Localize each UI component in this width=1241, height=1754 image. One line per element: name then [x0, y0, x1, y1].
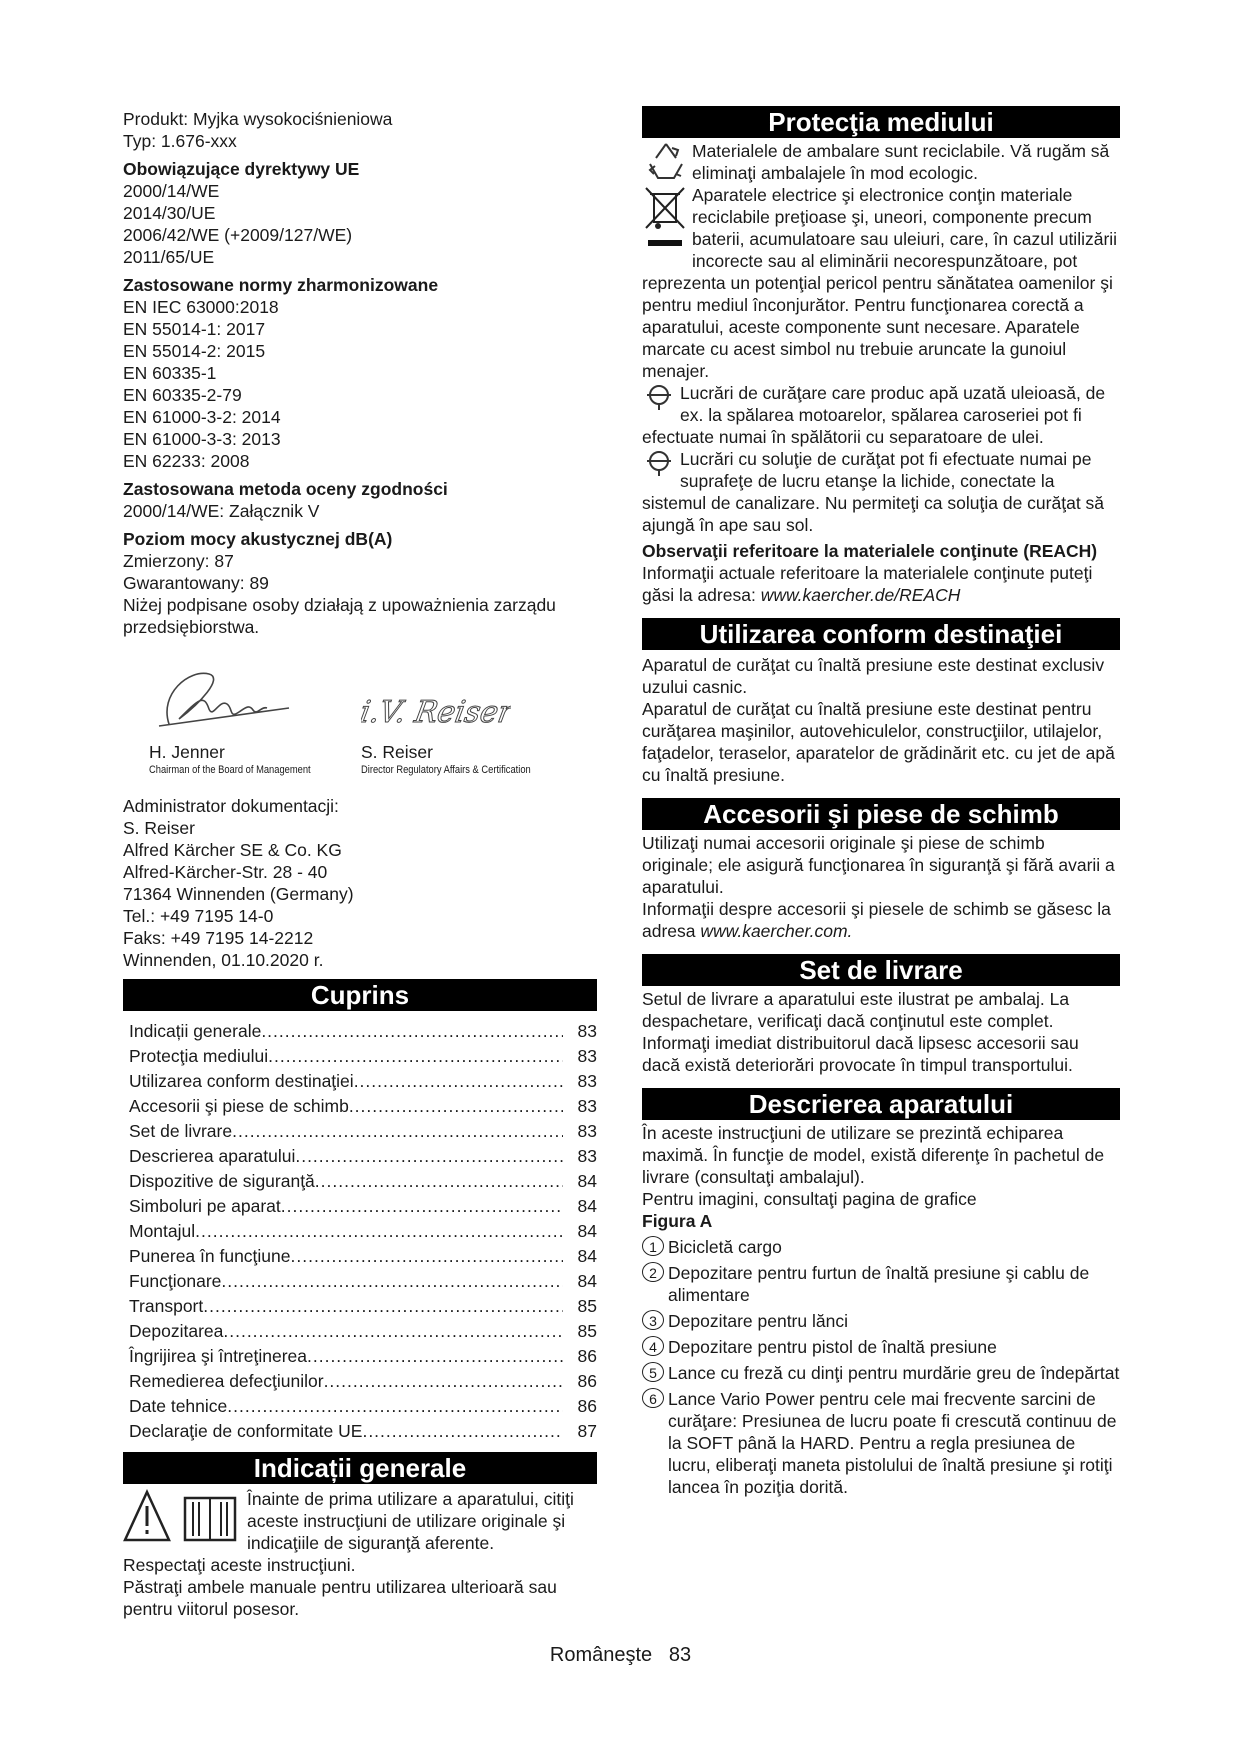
toc-entry-title: Depozitarea	[129, 1321, 224, 1341]
toc-entry	[129, 1069, 597, 1094]
toc-entry	[129, 1344, 597, 1369]
toc-entry-page: 83	[577, 1046, 597, 1066]
toc-entry-page: 83	[577, 1096, 597, 1116]
toc-dots	[221, 1269, 563, 1294]
page-footer	[0, 1644, 1241, 1666]
toc-entry-title: Îngrijirea şi întreţinerea	[129, 1346, 307, 1366]
toc-entry-page: 86	[577, 1371, 597, 1391]
admin-line: S. Reiser	[123, 818, 195, 838]
admin-block	[123, 795, 597, 971]
toc-entry-title: Descrierea aparatului	[129, 1146, 296, 1166]
desc-p2: Pentru imagini, consultaţi pagina de grafice	[642, 1189, 977, 1209]
toc-title: Cuprins	[123, 979, 597, 1011]
toc-entry-title: Declaraţie de conformitate UE	[129, 1421, 363, 1441]
toc-entry-title: Indicații generale	[129, 1021, 262, 1041]
toc-entry	[129, 1244, 597, 1269]
toc-dots	[354, 1069, 563, 1094]
signature-reiser-icon	[361, 664, 511, 736]
figure-item-text: Depozitare pentru furtun de înaltă presiune şi cablu de alimentare	[668, 1263, 1090, 1305]
signature-block-reiser	[361, 664, 597, 777]
footer-language: Româneşte	[549, 1644, 653, 1666]
toc-dots	[349, 1094, 563, 1119]
reach-paragraph	[642, 562, 1120, 606]
toc-entry-page: 87	[577, 1421, 597, 1441]
right-column	[642, 106, 1120, 1498]
directives-list	[123, 180, 597, 268]
toc-entry-page: 84	[577, 1196, 597, 1216]
toc-entry	[129, 1419, 597, 1444]
toc-entry-page: 83	[577, 1021, 597, 1041]
toc-dots	[261, 1019, 563, 1044]
toc-dots	[227, 1394, 563, 1419]
toc-dots	[195, 1219, 563, 1244]
figure-item-number: 1	[642, 1236, 664, 1256]
drain-icon	[642, 448, 676, 478]
toc-dots	[281, 1194, 563, 1219]
toc-entry-title: Protecţia mediului	[129, 1046, 269, 1066]
toc-entry	[129, 1169, 597, 1194]
toc-entry	[129, 1194, 597, 1219]
admin-line: Administrator dokumentacji:	[123, 796, 339, 816]
toc-entry-page: 86	[577, 1346, 597, 1366]
acc-url: www.kaercher.com.	[700, 921, 853, 941]
toc-entry	[129, 1219, 597, 1244]
admin-line: Tel.: +49 7195 14-0	[123, 906, 274, 926]
toc-entry	[129, 1294, 597, 1319]
toc-entry-title: Remedierea defecţiunilor	[129, 1371, 324, 1391]
reach-text: Informaţii actuale referitoare la materialele conţinute puteţi găsi la adresa:	[642, 563, 1093, 605]
admin-line: 71364 Winnenden (Germany)	[123, 884, 354, 904]
env-weee-block	[642, 184, 1120, 382]
admin-line: Alfred-Kärcher-Str. 28 - 40	[123, 862, 328, 882]
sound-title: Poziom mocy akustycznej dB(A)	[123, 529, 393, 549]
signature-jenner-icon	[149, 664, 299, 736]
toc-entry-page: 85	[577, 1321, 597, 1341]
norms-title: Zastosowane normy zharmonizowane	[123, 275, 439, 295]
acc-paragraph-2	[642, 898, 1120, 942]
toc-entry-page: 84	[577, 1171, 597, 1191]
water-tap-icon	[642, 382, 676, 412]
reach-url: www.kaercher.de/REACH	[760, 585, 961, 605]
toc-dots	[362, 1419, 563, 1444]
env-title: Protecţia mediului	[642, 106, 1120, 138]
signers-note: Niżej podpisane osoby działają z upoważnienia zarządu przedsiębiorstwa.	[123, 595, 556, 637]
measured-value: Zmierzony: 87	[123, 551, 234, 571]
signatures	[123, 664, 597, 777]
toc-entry-page: 83	[577, 1071, 597, 1091]
norms-list	[123, 296, 597, 472]
signer1-name: H. Jenner	[149, 742, 225, 762]
general-p3: Păstraţi ambele manuale pentru utilizarea ulterioară sau pentru viitorul posesor.	[123, 1577, 557, 1619]
crossed-bin-icon	[642, 184, 688, 254]
left-column	[123, 108, 597, 1620]
figure-item-text: Lance cu freză cu dinţi pentru murdărie greu de îndepărtat	[668, 1363, 1120, 1383]
directive-item: 2014/30/UE	[123, 203, 216, 223]
toc-entry	[129, 1019, 597, 1044]
norm-item: EN 60335-1	[123, 363, 217, 383]
figure-item-number: 3	[642, 1310, 664, 1330]
figure-item	[642, 1388, 1120, 1498]
toc-dots	[291, 1244, 563, 1269]
desc-title: Descrierea aparatului	[642, 1088, 1120, 1120]
toc-dots	[324, 1369, 563, 1394]
warning-manual-icon	[123, 1488, 243, 1546]
env-oil-block	[642, 382, 1120, 448]
env-recycle-row	[642, 140, 1120, 184]
toc-entry	[129, 1394, 597, 1419]
toc-entry	[129, 1044, 597, 1069]
svg-text:i.V. Reiser: i.V. Reiser	[361, 695, 511, 730]
recycle-icon	[642, 140, 690, 182]
set-p1: Setul de livrare a aparatului este ilustrat pe ambalaj. La despachetare, verificaţi dacă conţinutul este complet. Informaţi imediat distribuitorul dacă lipsesc accesorii sau dacă există deteriorări provocate în timpul transportului.	[642, 989, 1079, 1075]
toc-entry-page: 84	[577, 1221, 597, 1241]
figure-items	[642, 1236, 1120, 1498]
toc-dots	[295, 1144, 563, 1169]
env-p2: Aparatele electrice şi electronice conţin materiale reciclabile preţioase şi, uneori, componente precum baterii, acumulatoare sau uleiuri, care, în cazul utilizării incorecte sau al eliminării necorespunzătoare, pot reprezenta un potenţial pericol pentru sănătatea oamenilor şi pentru mediul înconjurător. Pentru funcţionarea corectă a aparatului, aceste componente sunt necesare. Aparatele marcate cu acest simbol nu trebuie aruncate la gunoiul menajer.	[642, 185, 1118, 381]
toc-entry	[129, 1094, 597, 1119]
toc-entry-title: Transport	[129, 1296, 204, 1316]
norm-item: EN 61000-3-2: 2014	[123, 407, 281, 427]
signer1-role: Chairman of the Board of Management	[149, 764, 311, 776]
norm-item: EN 62233: 2008	[123, 451, 250, 471]
toc-entry-title: Utilizarea conform destinaţiei	[129, 1071, 354, 1091]
product-line: Produkt: Myjka wysokociśnieniowa	[123, 109, 393, 129]
toc-entry-title: Dispozitive de siguranţă	[129, 1171, 315, 1191]
norm-item: EN 55014-1: 2017	[123, 319, 266, 339]
acc-p2: Informaţii despre accesorii şi piesele de schimb se găsesc la adresa	[642, 899, 1111, 941]
toc-entry-title: Montajul	[129, 1221, 196, 1241]
figure-item	[642, 1310, 1120, 1332]
use-p2: Aparatul de curăţat cu înaltă presiune este destinat pentru curăţarea maşinilor, autovehiculelor, construcţiilor, utilajelor, faţadelor, teraselor, aparatelor de grădinărit etc. cu jet de apă cu înaltă presiune.	[642, 699, 1115, 785]
toc-entry-title: Funcţionare	[129, 1271, 222, 1291]
env-p1: Materialele de ambalare sunt reciclabile. Vă rugăm să eliminaţi ambalajele în mod ecologic.	[692, 141, 1110, 183]
norm-item: EN 61000-3-3: 2013	[123, 429, 281, 449]
norm-item: EN 55014-2: 2015	[123, 341, 266, 361]
toc-entry-title: Accesorii şi piese de schimb	[129, 1096, 349, 1116]
directives-title: Obowiązujące dyrektywy UE	[123, 159, 360, 179]
toc-entry-page: 84	[577, 1271, 597, 1291]
toc-entry-page: 83	[577, 1146, 597, 1166]
toc-dots	[315, 1169, 563, 1194]
toc-dots	[232, 1119, 563, 1144]
method-title: Zastosowana metoda oceny zgodności	[123, 479, 448, 499]
method-text: 2000/14/WE: Załącznik V	[123, 501, 320, 521]
page-number: 83	[668, 1644, 692, 1666]
figure-item-number: 4	[642, 1336, 664, 1356]
directive-item: 2000/14/WE	[123, 181, 220, 201]
figure-item-text: Bicicletă cargo	[668, 1237, 782, 1257]
signer2-name: S. Reiser	[361, 742, 433, 762]
admin-line: Faks: +49 7195 14-2212	[123, 928, 314, 948]
reach-title: Observaţii referitoare la materialele conţinute (REACH)	[642, 541, 1098, 561]
toc-dots	[223, 1319, 563, 1344]
set-title: Set de livrare	[642, 954, 1120, 986]
figure-item	[642, 1362, 1120, 1384]
toc-list	[123, 1019, 597, 1444]
env-p3: Lucrări de curăţare care produc apă uzată uleioasă, de ex. la spălarea motoarelor, spălarea caroseriei pot fi efectuate numai în spălătorii cu separatoare de ulei.	[642, 383, 1106, 447]
admin-line: Alfred Kärcher SE & Co. KG	[123, 840, 342, 860]
signature-block-jenner	[123, 664, 385, 777]
toc-entry	[129, 1319, 597, 1344]
admin-line: Winnenden, 01.10.2020 r.	[123, 950, 324, 970]
general-p1: Înainte de prima utilizare a aparatului, citiţi aceste instrucţiuni de utilizare originale şi indicaţiile de siguranţă aferente.	[247, 1489, 574, 1553]
acc-title: Accesorii şi piese de schimb	[642, 798, 1120, 830]
general-title: Indicații generale	[123, 1452, 597, 1484]
norm-item: EN 60335-2-79	[123, 385, 242, 405]
figure-item-text: Lance Vario Power pentru cele mai frecvente sarcini de curăţare: Presiunea de lucru poate fi crescută continuu de la SOFT până la HARD. Pentru a regla presiunea de lucru, eliberaţi maneta pistolului de înaltă presiune şi rotiţi lancea în poziţia dorită.	[668, 1389, 1117, 1497]
figure-item-text: Depozitare pentru lănci	[668, 1311, 848, 1331]
toc-entry-page: 84	[577, 1246, 597, 1266]
toc-entry-title: Simboluri pe aparat	[129, 1196, 281, 1216]
env-p4: Lucrări cu soluţie de curăţat pot fi efectuate numai pe suprafeţe de lucru etanşe la lichide, conectate la sistemul de canalizare. Nu permiteţi ca soluţia de curăţat să ajungă în ape sau sol.	[642, 449, 1105, 535]
signer2-role: Director Regulatory Affairs & Certification	[361, 764, 531, 776]
directive-item: 2011/65/UE	[123, 247, 215, 267]
toc-entry	[129, 1119, 597, 1144]
toc-dots	[268, 1044, 563, 1069]
toc-entry	[129, 1269, 597, 1294]
figure-item-number: 6	[642, 1388, 664, 1408]
desc-p1: În aceste instrucţiuni de utilizare se prezintă echiparea maximă. În funcţie de model, există diferenţe în pachetul de livrare (consultaţi ambalajul).	[642, 1123, 1105, 1187]
toc-entry-title: Date tehnice	[129, 1396, 228, 1416]
directive-item: 2006/42/WE (+2009/127/WE)	[123, 225, 353, 245]
fig-title: Figura A	[642, 1211, 713, 1231]
toc-entry-page: 85	[577, 1296, 597, 1316]
norm-item: EN IEC 63000:2018	[123, 297, 279, 317]
use-p1: Aparatul de curăţat cu înaltă presiune este destinat exclusiv uzului casnic.	[642, 655, 1105, 697]
general-p2: Respectaţi aceste instrucţiuni.	[123, 1555, 356, 1575]
figure-item	[642, 1336, 1120, 1358]
toc-entry-page: 83	[577, 1121, 597, 1141]
toc-dots	[307, 1344, 563, 1369]
toc-entry	[129, 1369, 597, 1394]
toc-dots	[203, 1294, 563, 1319]
env-solution-block	[642, 448, 1120, 536]
figure-item-text: Depozitare pentru pistol de înaltă presiune	[668, 1337, 997, 1357]
acc-p1: Utilizaţi numai accesorii originale şi piese de schimb originale; ele asigură funcţionarea în siguranţă şi fără avarii a aparatului.	[642, 833, 1115, 897]
use-title: Utilizarea conform destinaţiei	[642, 618, 1120, 650]
toc-entry	[129, 1144, 597, 1169]
guaranteed-value: Gwarantowany: 89	[123, 573, 269, 593]
toc-entry-title: Set de livrare	[129, 1121, 233, 1141]
figure-item-number: 2	[642, 1262, 664, 1282]
type-line: Typ: 1.676-xxx	[123, 131, 237, 151]
toc-entry-title: Punerea în funcţiune	[129, 1246, 291, 1266]
figure-item	[642, 1262, 1120, 1306]
toc-entry-page: 86	[577, 1396, 597, 1416]
figure-item	[642, 1236, 1120, 1258]
figure-item-number: 5	[642, 1362, 664, 1382]
general-warning-row	[123, 1488, 597, 1554]
